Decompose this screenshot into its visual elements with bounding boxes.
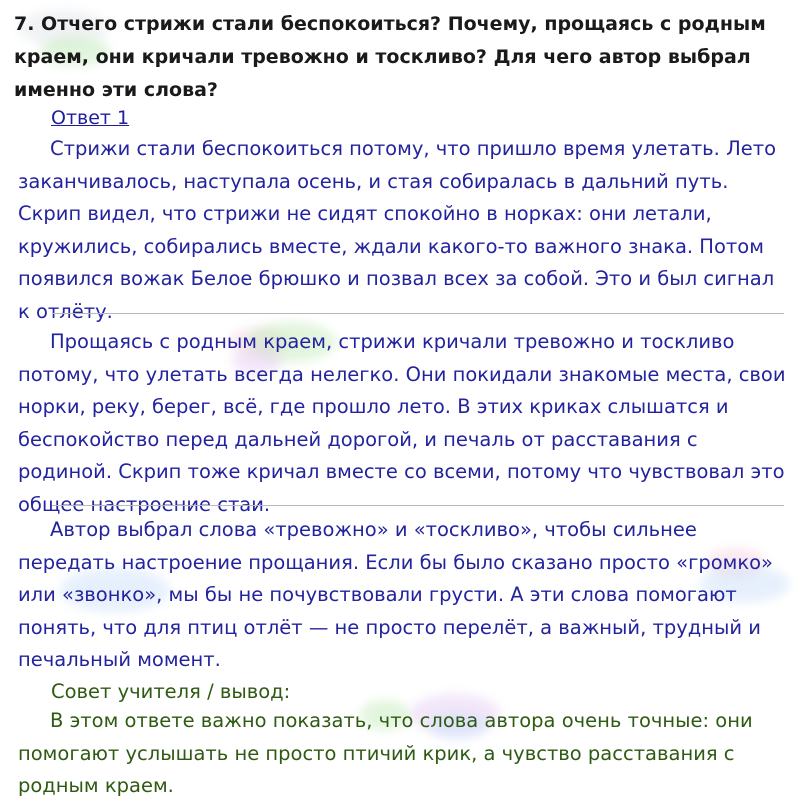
answer-paragraph-text: Прощаясь с родным краем, стрижи кричали тревожно и тоскливо потому, что улетать всегда нелегко. Они покидали знакомые места, свои норки, реку, берег, всё, где прошло лето. В этих криках слышатся и беспокойство перед дальней дорогой, и печаль от расставания с родиной. Скрип тоже кричал вместе со всеми, потому что чувствовал это общее настроение стаи. [18, 330, 786, 516]
teacher-tip-text: В этом ответе важно показать, что слова автора очень точные: они помогают услышать не просто птичий крик, а чувство расставания с родным краем. [18, 709, 753, 798]
teacher-tip-heading: Совет учителя / вывод: [51, 680, 291, 703]
answer-paragraph [18, 133, 788, 329]
divider [52, 505, 784, 506]
question-text: 7. Отчего стрижи стали беспокоиться? Почему, прощаясь с родным краем, они кричали тревожно и тоскливо? Для чего автор выбрал именно эти слова? [14, 13, 766, 101]
answer-paragraph [18, 514, 788, 677]
answer-paragraph-text: Стрижи стали беспокоиться потому, что пришло время улетать. Лето заканчивалось, наступала осень, и стая собиралась в дальний путь. Скрип видел, что стрижи не сидят спокойно в норках: они летали, кружились, собирались вместе, ждали какого-то важного знака. Потом появился вожак Белое брюшко и позвал всех за собой. Это и был сигнал к отлёту. [18, 137, 777, 323]
answer-paragraph [18, 326, 788, 522]
teacher-tip [18, 705, 788, 803]
answer-heading: Ответ 1 [51, 107, 130, 129]
answer-paragraph-text: Автор выбрал слова «тревожно» и «тоскливо», чтобы сильнее передать настроение прощания. Если бы было сказано просто «громко» или «звонко», мы бы не почувствовали грусти. А эти слова помогают понять, что для птиц отлёт — не просто перелёт, а важный, трудный и печальный момент. [18, 518, 773, 672]
divider [52, 313, 784, 314]
